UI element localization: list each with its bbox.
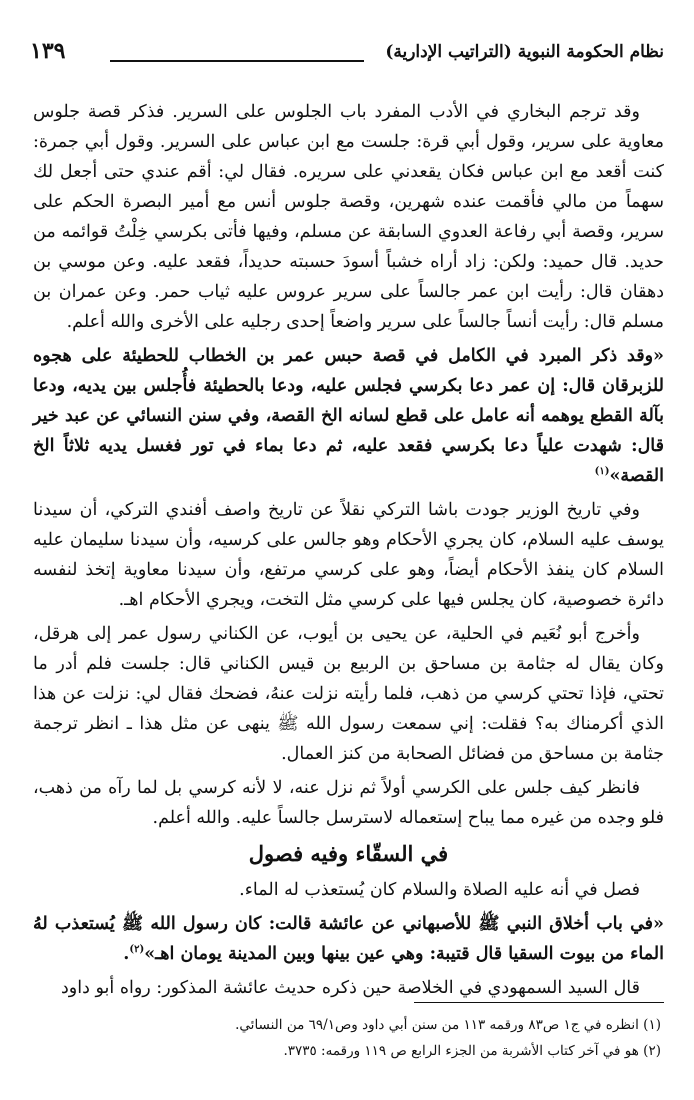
paragraph-1: وقد ترجم البخاري في الأدب المفرد باب الجلوس على السرير. فذكر قصة جلوس معاوية على سرير، وقول أبي قرة: جلست مع ابن عباس على السرير. وقول أبي جمرة: كنت أقعد مع ابن عباس فكان يقعدني على سريره. فقال لي: أقم عندي حتى أجعل لك سهماً من مالي فأقمت عنده شهرين، وقصة جلوس أنس مع أمير البصرة الحكم على سرير، وقصة أبي رفاعة العدوي السابقة عن مسلم، وفيها فأتى بكرسي خِلْتُ قوائمه من حديد. قال حميد: ولكن: زاد أراه خشباً أسودَ حسبته حديداً، فقعد عليه. وعن موسي بن دهقان قال: رأيت ابن عمر جالساً على سرير عروس عليه ثياب حمر. وعن عمران بن مسلم قال: رأيت أنساً جالساً على سرير واضعاً إحدى رجليه على الأخرى والله أعلم. [33, 102, 664, 332]
footnote-rule [414, 1002, 664, 1003]
page-number: ١٣٩ [30, 38, 66, 64]
header-rule [110, 60, 364, 62]
quote-paragraph-1 [33, 341, 664, 491]
running-header [30, 38, 664, 68]
footnote-ref-1[interactable]: (١) [594, 466, 610, 478]
footnote-2: (٢) هو في آخر كتاب الأشربة من الجزء الرابع ص ١١٩ ورقمه: ٣٧٣٥. [283, 1043, 661, 1059]
footnote-1: (١) انظره في ج١ ص٨٣ ورقمه ١١٣ من سنن أبي داود وص٦٩/١ من النسائي. [235, 1017, 661, 1033]
section-heading: في السقّاء وفيه فصول [248, 841, 449, 866]
paragraph-8: قال السيد السمهودي في الخلاصة حين ذكره حديث عائشة المذكور: رواه أبو داود [61, 978, 640, 998]
quote-2-text: «في باب أخلاق النبي ﷺ للأصبهاني عن عائشة قالت: كان رسول الله ﷺ يُستعذب لهُ الماء من بيوت السقيا قال قتيبة: وهي عين بينها وبين المدينة يومان اهـ» [33, 914, 664, 964]
footnotes [33, 1012, 661, 1064]
quote-1-text: «وقد ذكر المبرد في الكامل في قصة حبس عمر بن الخطاب للحطيئة على هجوه للزبرقان قال: إن عمر دعا بكرسي فجلس عليه، ودعا بالحطيئة فأُجلس بين يديه، ودعا بآلة القطع يوهمه أنه عامل على قطع لسانه الخ القصة، وفي سنن النسائي عن عبد خير قال: شهدت علياً دعا بكرسي فقعد عليه، ثم دعا بماء في تور فغسل يديه ثلاثاً الخ القصة» [33, 346, 664, 486]
footnote-ref-2[interactable]: (٢) [129, 944, 145, 956]
quote-paragraph-2 [33, 909, 664, 969]
quote-2-end: . [123, 944, 130, 964]
paragraph-4: وأخرج أبو نُعَيم في الحلية، عن يحيى بن أيوب، عن الكناني رسول عمر إلى هرقل، وكان يقال له جثامة بن مساحق بن الربيع بن قيس الكناني قال: جلست فلم أدر ما تحتي، فإذا تحتي كرسي من ذهب، فلما رأيته نزلت عنهُ، فضحك فقال لي: نزلت عن هذا الذي أكرمناك به؟ فقلت: إني سمعت رسول الله ﷺ ينهى عن مثل هذا ـ انظر ترجمة جثامة بن مساحق من فضائل الصحابة من كنز العمال. [33, 624, 664, 764]
main-text [33, 97, 664, 1007]
paragraph-5: فانظر كيف جلس على الكرسي أولاً ثم نزل عنه، لا لأنه كرسي بل لما رآه من ذهب، فلو وجده من غيره مما يباح إستعماله لاسترسل جالساً عليه. والله أعلم. [33, 778, 664, 828]
paragraph-3: وفي تاريخ الوزير جودت باشا التركي نقلاً عن تاريخ واصف أفندي التركي، أن سيدنا يوسف عليه السلام، كان يجري الأحكام وهو جالس على كرسيه، وأن سيدنا سليمان عليه السلام كان ينفذ الأحكام أيضاً، وهو على كرسي مرتفع، وأن سيدنا معاوية إتخذ لنفسه دائرة خصوصية، كان يجلس فيها على كرسي مثل التخت، ويجري الأحكام اهـ. [33, 500, 664, 610]
running-title: نظام الحكومة النبوية (التراتيب الإدارية) [385, 42, 664, 62]
paragraph-6: فصل في أنه عليه الصلاة والسلام كان يُستعذب له الماء. [239, 880, 640, 900]
